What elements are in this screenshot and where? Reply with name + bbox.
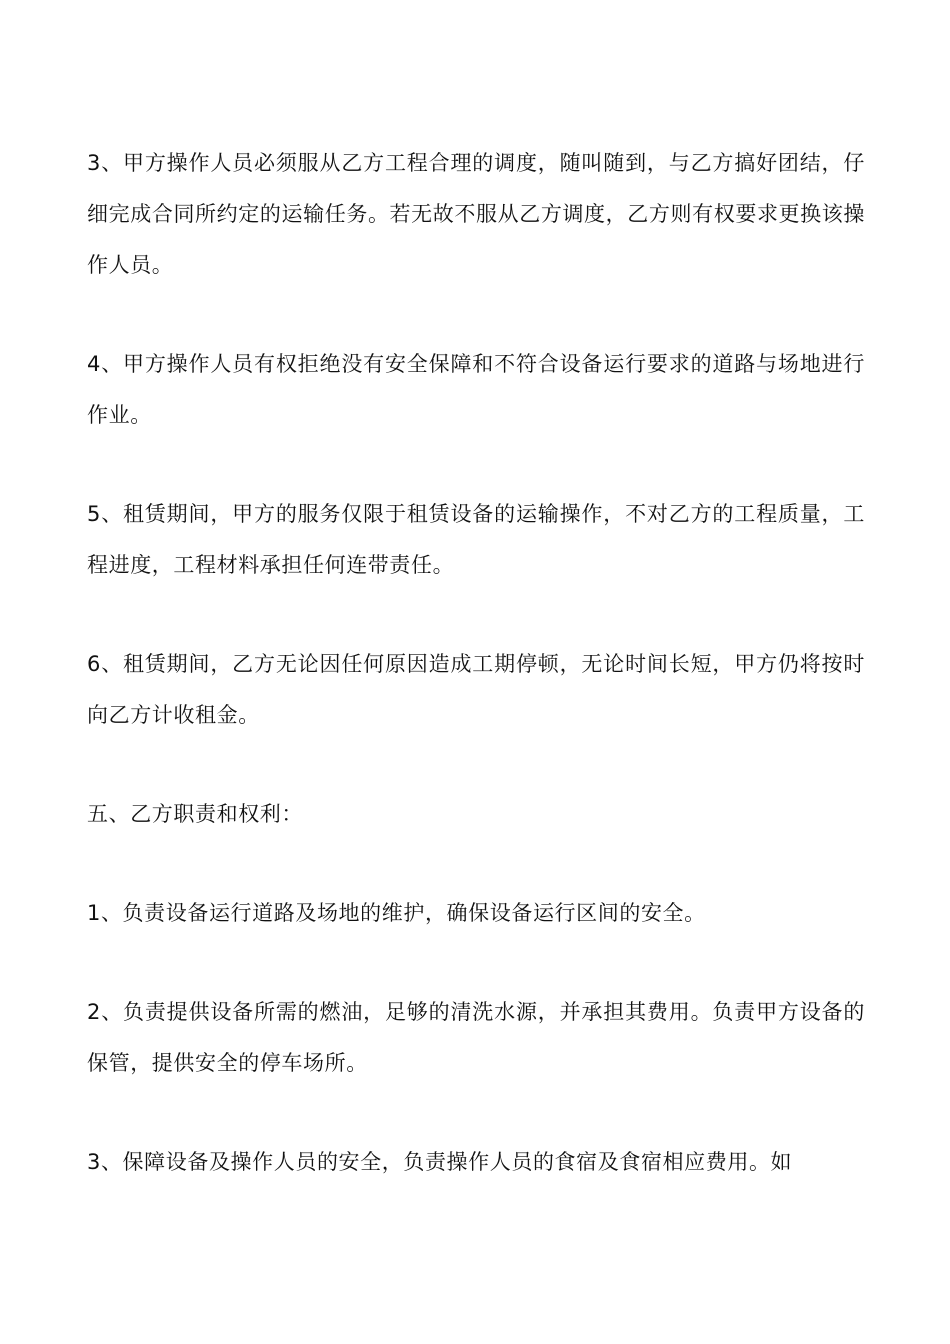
- clause-paragraph: 4、甲方操作人员有权拒绝没有安全保障和不符合设备运行要求的道路与场地进行作业。: [87, 352, 865, 427]
- clause-paragraph: 2、负责提供设备所需的燃油，足够的清洗水源，并承担其费用。负责甲方设备的保管，提供安全的停车场所。: [87, 1000, 865, 1075]
- section-heading: 五、乙方职责和权利：: [87, 802, 303, 826]
- document-body: [87, 138, 865, 1188]
- clause-paragraph: 3、保障设备及操作人员的安全，负责操作人员的食宿及食宿相应费用。如: [87, 1150, 793, 1174]
- clause-paragraph: 5、租赁期间，甲方的服务仅限于租赁设备的运输操作，不对乙方的工程质量，工程进度，工程材料承担任何连带责任。: [87, 502, 865, 577]
- clause-paragraph: 6、租赁期间，乙方无论因任何原因造成工期停顿，无论时间长短，甲方仍将按时向乙方计收租金。: [87, 652, 865, 727]
- clause-paragraph: 3、甲方操作人员必须服从乙方工程合理的调度，随叫随到，与乙方搞好团结，仔细完成合同所约定的运输任务。若无故不服从乙方调度，乙方则有权要求更换该操作人员。: [87, 151, 865, 277]
- clause-paragraph: 1、负责设备运行道路及场地的维护，确保设备运行区间的安全。: [87, 901, 706, 925]
